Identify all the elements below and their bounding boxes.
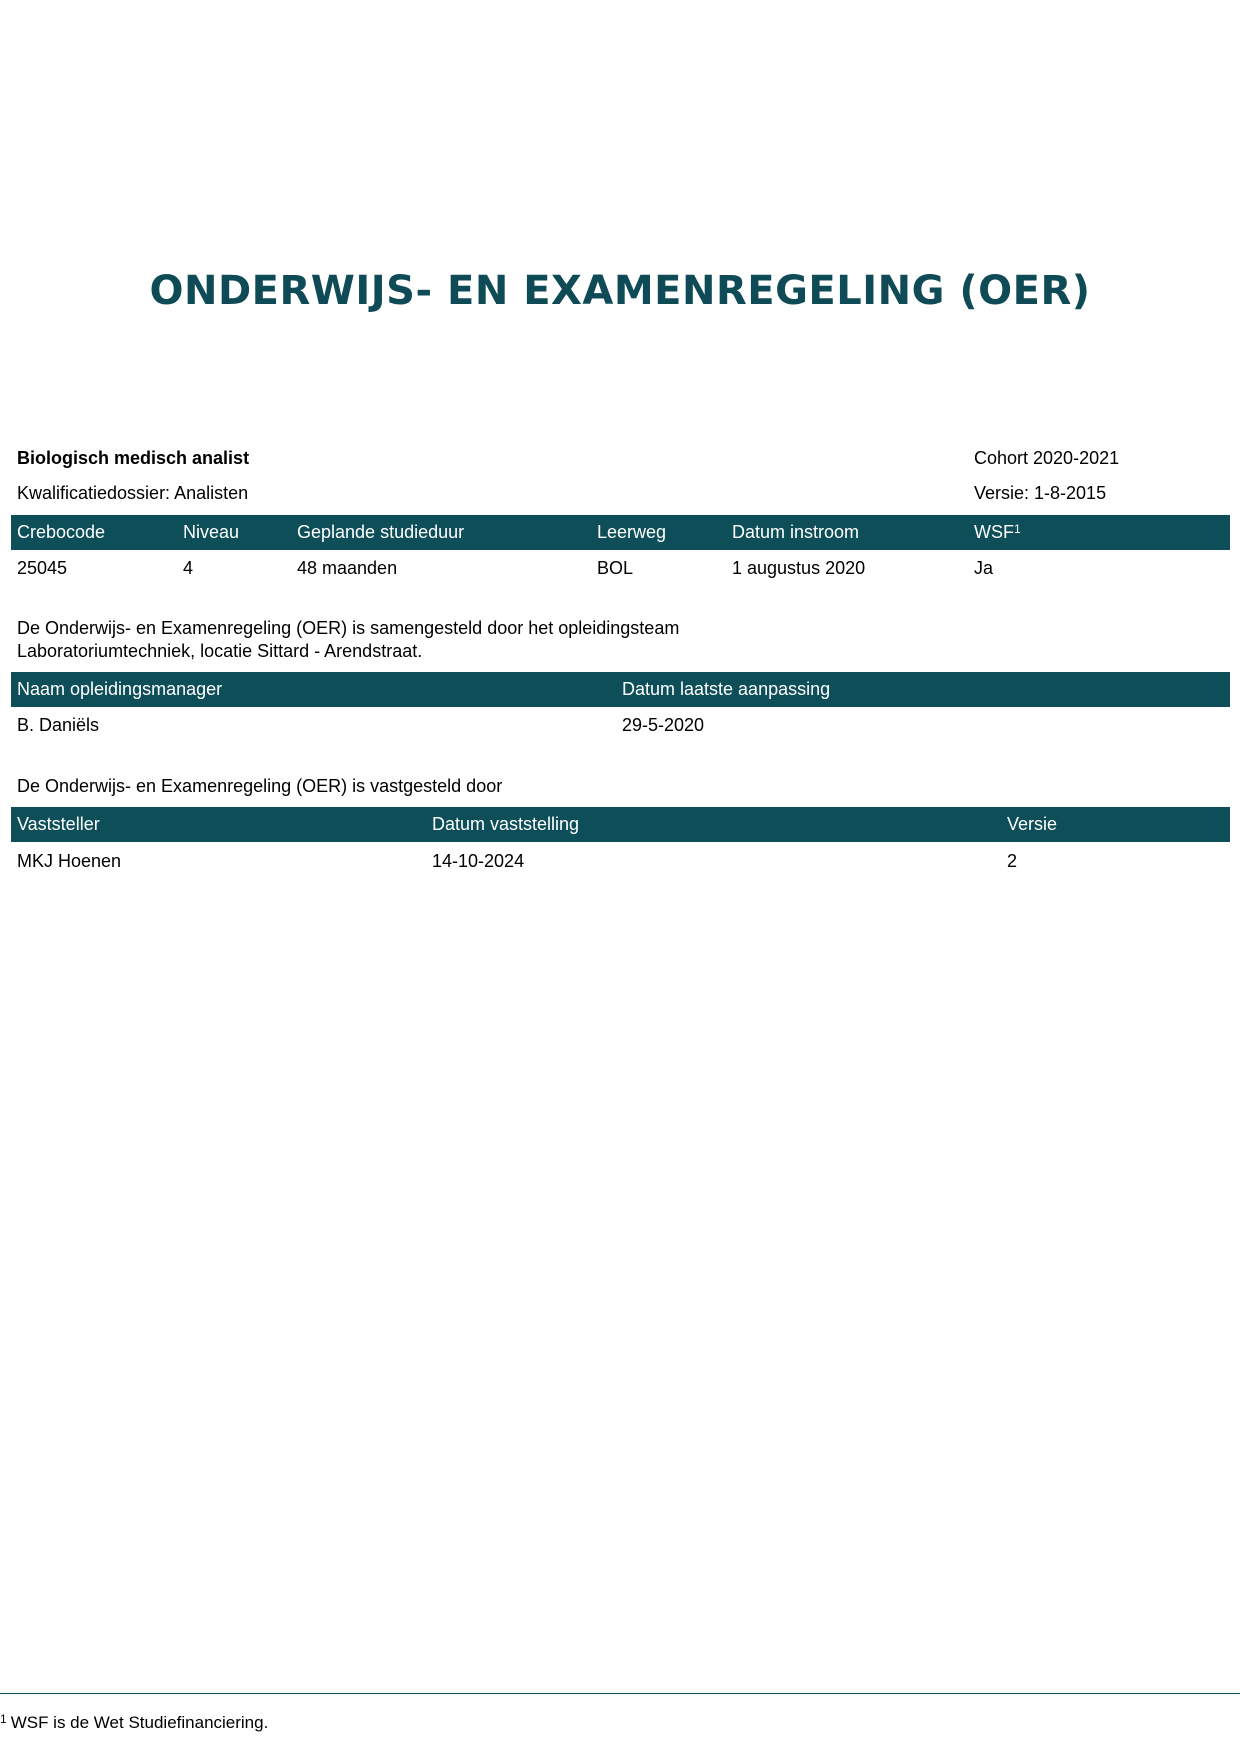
samengesteld-line1: De Onderwijs- en Examenregeling (OER) is samengesteld door het opleidingsteam	[17, 618, 680, 638]
footnote-mark: 1	[0, 1712, 7, 1726]
header-leerweg: Leerweg	[597, 522, 667, 542]
cell-versie: 2	[1007, 851, 1018, 871]
header-niveau: Niveau	[183, 522, 240, 542]
header-wsf-label: WSF	[974, 522, 1014, 542]
table1-header	[11, 515, 1230, 550]
cell-opleidingsmanager: B. Daniëls	[17, 715, 100, 735]
table1-row	[0, 557, 1240, 581]
versie-label: Versie: 1-8-2015	[974, 483, 1107, 503]
kwalificatiedossier-label: Kwalificatiedossier: Analisten	[17, 483, 249, 503]
cell-datum-instroom: 1 augustus 2020	[732, 558, 866, 578]
header-studieduur: Geplande studieduur	[297, 522, 465, 542]
wsf-footnote-ref: 1	[1014, 522, 1021, 536]
table3-header	[11, 807, 1230, 842]
page-title: ONDERWIJS- EN EXAMENREGELING (OER)	[149, 268, 1091, 314]
cell-crebocode: 25045	[17, 558, 68, 578]
cohort-label: Cohort 2020-2021	[974, 448, 1120, 468]
vastgesteld-line: De Onderwijs- en Examenregeling (OER) is vastgesteld door	[17, 776, 503, 796]
table3-row	[0, 850, 1240, 874]
header-datum-vaststelling: Datum vaststelling	[432, 814, 580, 834]
footnote-divider	[0, 1693, 1240, 1694]
cell-datum-vaststelling: 14-10-2024	[432, 851, 525, 871]
cell-niveau: 4	[183, 558, 194, 578]
cell-studieduur: 48 maanden	[297, 558, 398, 578]
footnote-text: WSF is de Wet Studiefinanciering.	[10, 1713, 269, 1732]
footnote	[0, 1712, 268, 1735]
samengesteld-line2: Laboratoriumtechniek, locatie Sittard - Arendstraat.	[17, 641, 423, 661]
cell-datum-aanpassing: 29-5-2020	[622, 715, 705, 735]
header-datum-aanpassing: Datum laatste aanpassing	[622, 679, 831, 699]
table2-row	[0, 714, 1240, 738]
header-wsf	[974, 521, 1021, 543]
cell-wsf: Ja	[974, 558, 994, 578]
header-opleidingsmanager: Naam opleidingsmanager	[17, 679, 223, 699]
header-vaststeller: Vaststeller	[17, 814, 100, 834]
cell-vaststeller: MKJ Hoenen	[17, 851, 122, 871]
opleiding-name: Biologisch medisch analist	[17, 448, 250, 468]
header-crebocode: Crebocode	[17, 522, 106, 542]
header-datum-instroom: Datum instroom	[732, 522, 860, 542]
cell-leerweg: BOL	[597, 558, 634, 578]
header-versie: Versie	[1007, 814, 1058, 834]
table2-header	[11, 672, 1230, 707]
